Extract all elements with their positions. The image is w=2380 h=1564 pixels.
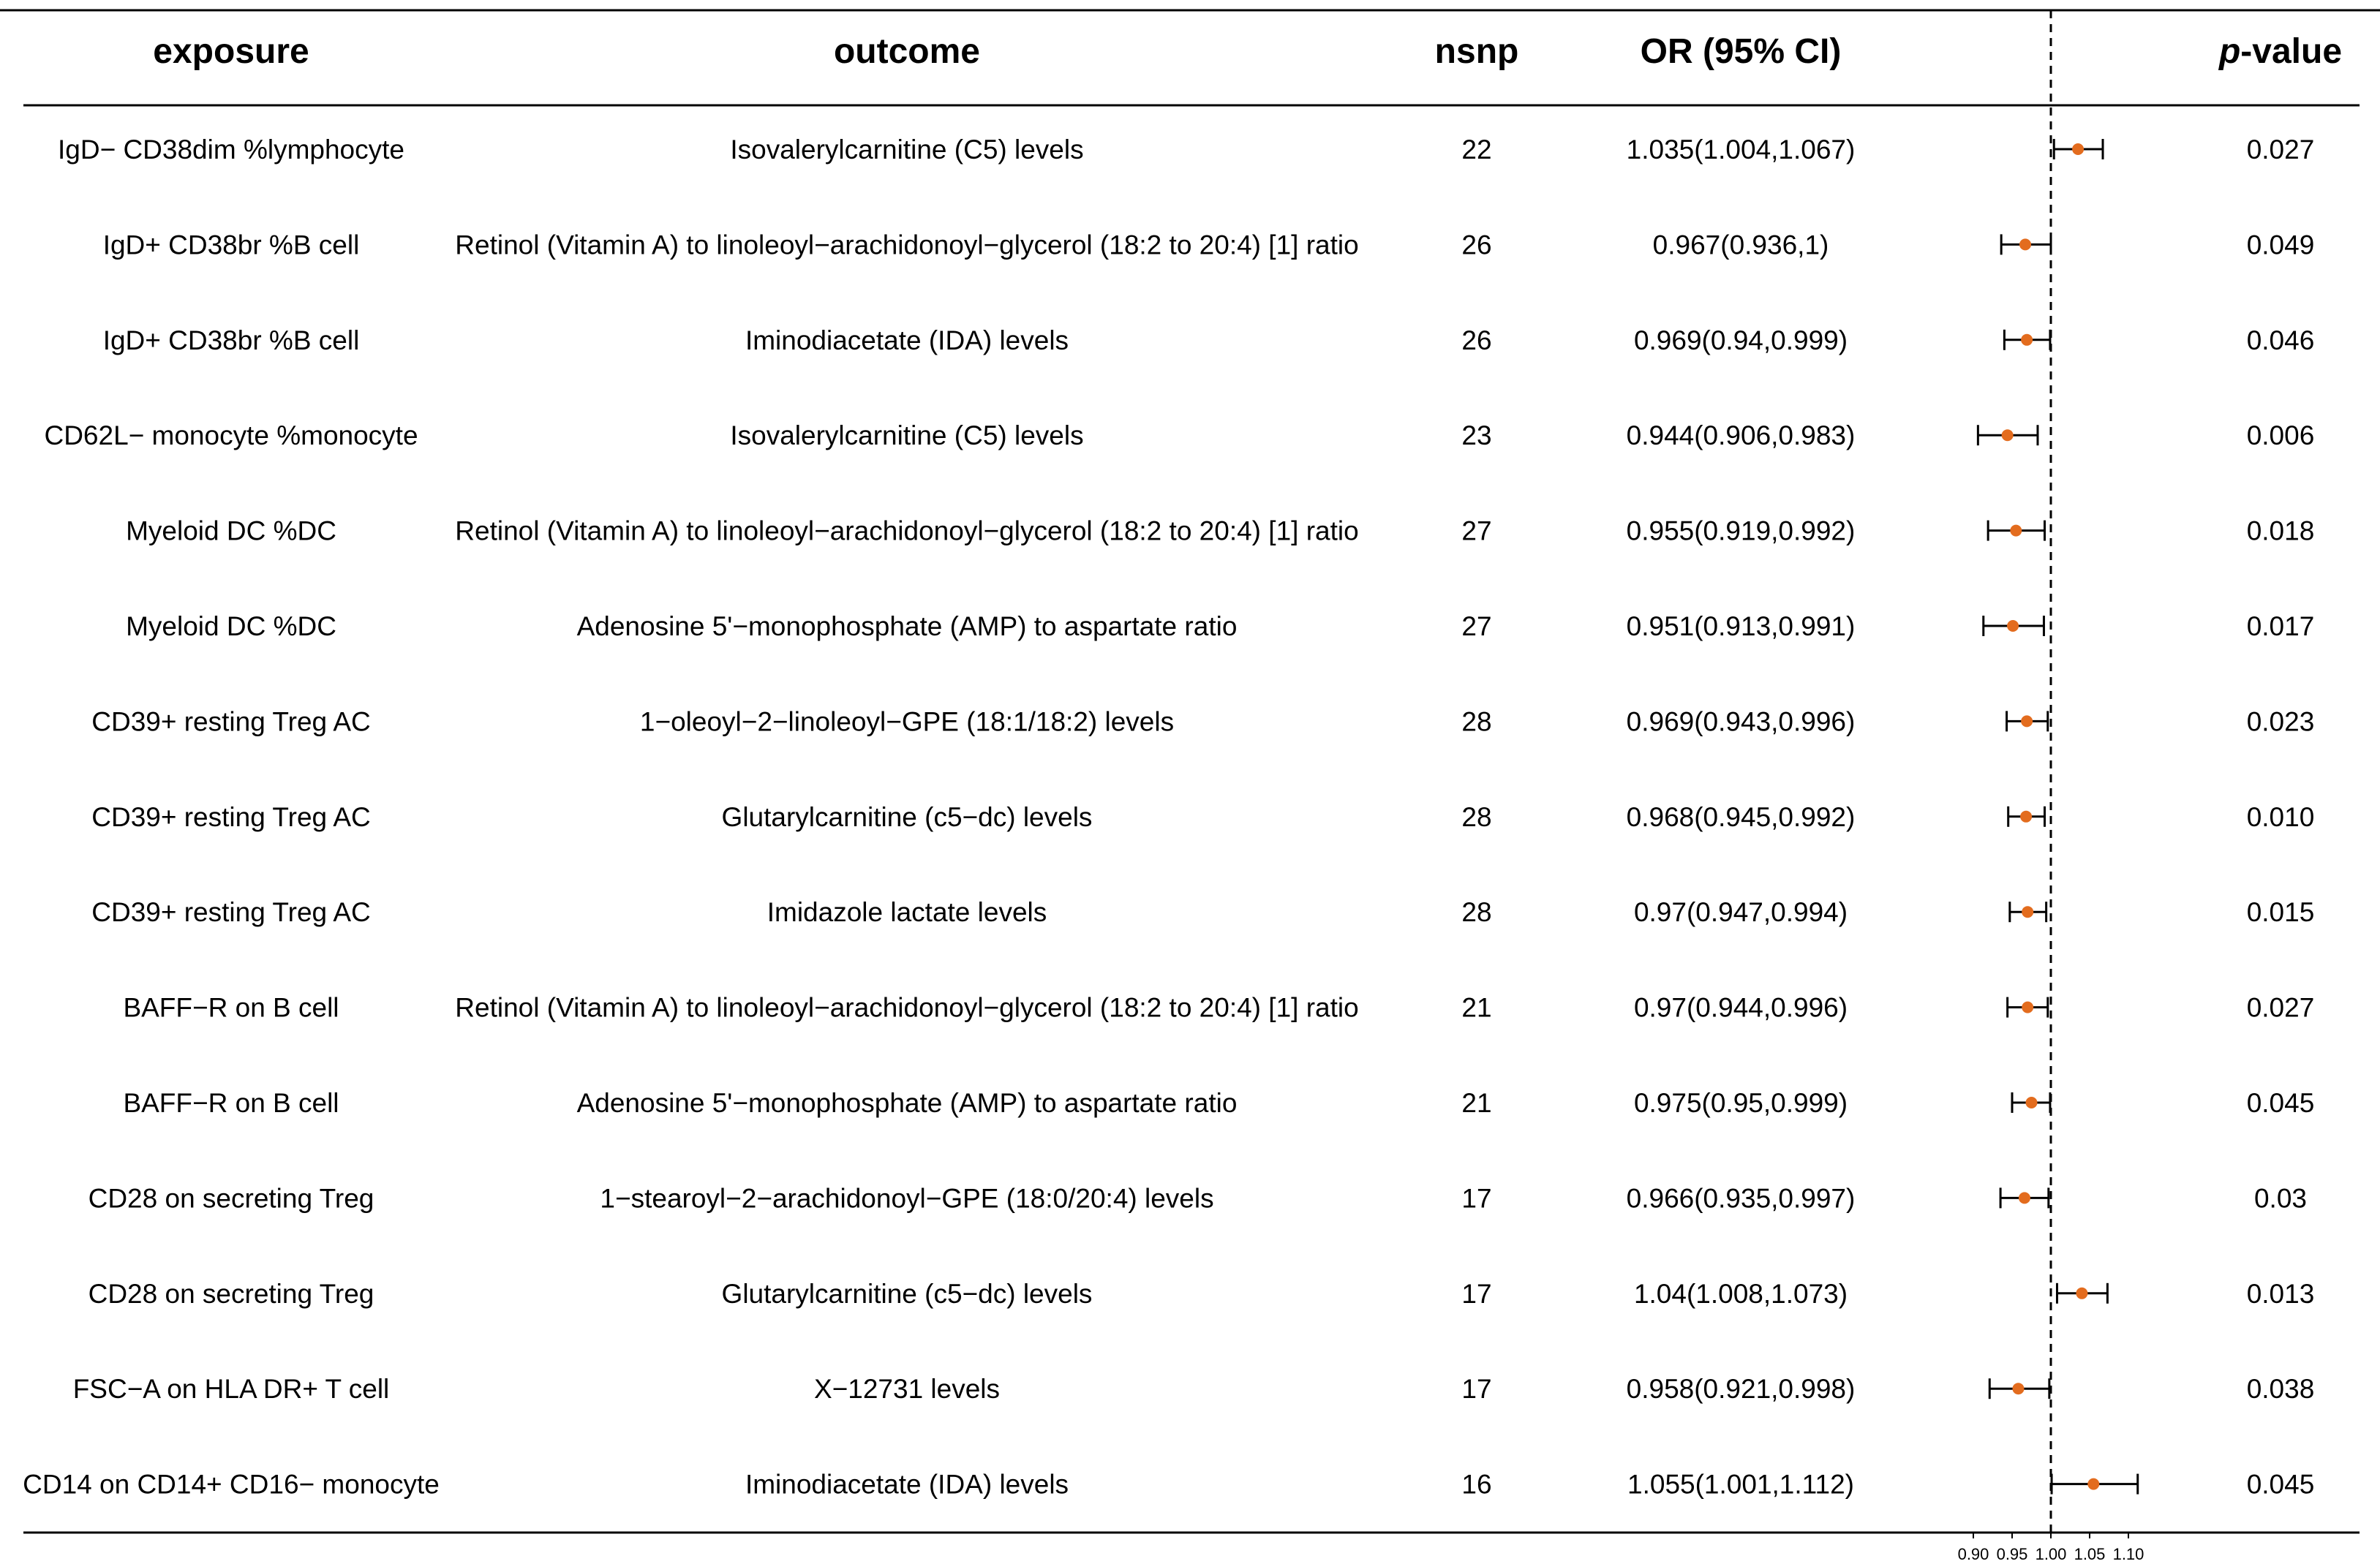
row-nsnp: 17 xyxy=(1461,1278,1492,1309)
header-outcome: outcome xyxy=(833,32,981,71)
row-exposure: CD28 on secreting Treg xyxy=(88,1183,374,1214)
or-point xyxy=(2012,1383,2024,1394)
row-or-ci: 1.04(1.008,1.073) xyxy=(1633,1278,1848,1309)
or-point xyxy=(2019,238,2031,250)
row-or-ci: 0.97(0.947,0.994) xyxy=(1633,897,1848,928)
or-point xyxy=(2022,906,2033,918)
row-p-value: 0.018 xyxy=(2246,515,2315,546)
row-exposure: IgD− CD38dim %lymphocyte xyxy=(58,135,404,165)
row-exposure: CD14 on CD14+ CD16− monocyte xyxy=(23,1469,440,1500)
header-exposure: exposure xyxy=(153,32,309,71)
row-or-ci: 0.975(0.95,0.999) xyxy=(1633,1088,1848,1118)
row-p-value: 0.013 xyxy=(2246,1278,2315,1309)
row-nsnp: 27 xyxy=(1461,515,1492,546)
x-axis xyxy=(1958,1533,2144,1563)
row-nsnp: 17 xyxy=(1461,1183,1492,1214)
row-p-value: 0.045 xyxy=(2246,1469,2315,1500)
row-outcome: Adenosine 5'−monophosphate (AMP) to aspartate ratio xyxy=(576,611,1238,641)
row-nsnp: 21 xyxy=(1461,1088,1492,1118)
row-p-value: 0.017 xyxy=(2246,611,2315,641)
or-point xyxy=(2020,811,2032,823)
x-tick-label: 0.95 xyxy=(1996,1545,2028,1563)
row-outcome: Retinol (Vitamin A) to linoleoyl−arachidonoyl−glycerol (18:2 to 20:4) [1] ratio xyxy=(455,515,1359,546)
row-outcome: Adenosine 5'−monophosphate (AMP) to aspartate ratio xyxy=(576,1088,1238,1118)
row-exposure: CD62L− monocyte %monocyte xyxy=(44,420,418,451)
row-nsnp: 17 xyxy=(1461,1374,1492,1405)
row-exposure: IgD+ CD38br %B cell xyxy=(102,230,360,260)
row-or-ci: 1.055(1.001,1.112) xyxy=(1627,1469,1854,1500)
row-or-ci: 0.958(0.921,0.998) xyxy=(1626,1374,1856,1405)
row-exposure: CD39+ resting Treg AC xyxy=(91,801,371,832)
row-nsnp: 28 xyxy=(1461,897,1492,928)
row-outcome: Isovalerylcarnitine (C5) levels xyxy=(730,135,1084,165)
row-nsnp: 16 xyxy=(1461,1469,1492,1500)
or-point xyxy=(2019,1192,2030,1204)
row-exposure: CD28 on secreting Treg xyxy=(88,1278,374,1309)
row-nsnp: 23 xyxy=(1461,420,1492,451)
or-point xyxy=(2072,143,2084,155)
x-tick-label: 1.10 xyxy=(2112,1545,2144,1563)
table-rows xyxy=(23,135,2314,1500)
header-p-value: p-value xyxy=(2218,32,2343,71)
row-outcome: Retinol (Vitamin A) to linoleoyl−arachidonoyl−glycerol (18:2 to 20:4) [1] ratio xyxy=(455,992,1359,1023)
row-p-value: 0.038 xyxy=(2246,1374,2315,1405)
row-outcome: Imidazole lactate levels xyxy=(767,897,1047,928)
or-point xyxy=(2010,525,2022,537)
forest-marks xyxy=(1978,10,2137,1533)
row-exposure: Myeloid DC %DC xyxy=(126,515,336,546)
row-or-ci: 0.951(0.913,0.991) xyxy=(1626,611,1856,641)
row-or-ci: 0.966(0.935,0.997) xyxy=(1626,1183,1856,1214)
or-point xyxy=(2087,1478,2099,1490)
row-nsnp: 26 xyxy=(1461,230,1492,260)
row-exposure: Myeloid DC %DC xyxy=(126,611,336,641)
row-p-value: 0.010 xyxy=(2246,801,2315,832)
or-point xyxy=(2076,1288,2087,1299)
x-tick-label: 1.05 xyxy=(2074,1545,2106,1563)
row-nsnp: 22 xyxy=(1461,135,1492,165)
row-exposure: IgD+ CD38br %B cell xyxy=(102,325,360,355)
row-or-ci: 0.968(0.945,0.992) xyxy=(1626,801,1856,832)
row-nsnp: 26 xyxy=(1461,325,1492,355)
row-or-ci: 0.969(0.94,0.999) xyxy=(1633,325,1848,355)
x-tick-label: 0.90 xyxy=(1957,1545,1989,1563)
row-outcome: Glutarylcarnitine (c5−dc) levels xyxy=(721,801,1093,832)
row-nsnp: 28 xyxy=(1461,801,1492,832)
header-or-ci: OR (95% CI) xyxy=(1640,32,1842,71)
row-p-value: 0.015 xyxy=(2246,897,2315,928)
row-outcome: X−12731 levels xyxy=(813,1374,1001,1405)
row-p-value: 0.03 xyxy=(2253,1183,2308,1214)
row-p-value: 0.049 xyxy=(2246,230,2315,260)
header-nsnp: nsnp xyxy=(1434,32,1519,71)
row-outcome: Retinol (Vitamin A) to linoleoyl−arachidonoyl−glycerol (18:2 to 20:4) [1] ratio xyxy=(455,230,1359,260)
row-exposure: BAFF−R on B cell xyxy=(123,992,339,1023)
row-outcome: Iminodiacetate (IDA) levels xyxy=(745,1469,1069,1500)
row-exposure: FSC−A on HLA DR+ T cell xyxy=(72,1374,390,1405)
or-point xyxy=(2021,715,2033,727)
row-p-value: 0.046 xyxy=(2246,325,2315,355)
row-p-value: 0.006 xyxy=(2246,420,2315,451)
or-point xyxy=(2007,620,2019,632)
row-outcome: Glutarylcarnitine (c5−dc) levels xyxy=(721,1278,1093,1309)
row-or-ci: 0.944(0.906,0.983) xyxy=(1626,420,1856,451)
row-p-value: 0.027 xyxy=(2246,135,2315,165)
row-exposure: BAFF−R on B cell xyxy=(123,1088,339,1118)
row-outcome: Iminodiacetate (IDA) levels xyxy=(745,325,1069,355)
row-p-value: 0.045 xyxy=(2246,1088,2315,1118)
row-p-value: 0.027 xyxy=(2246,992,2315,1023)
row-or-ci: 0.955(0.919,0.992) xyxy=(1626,515,1856,546)
row-or-ci: 0.97(0.944,0.996) xyxy=(1633,992,1848,1023)
row-or-ci: 1.035(1.004,1.067) xyxy=(1626,135,1856,165)
or-point xyxy=(2026,1097,2038,1108)
x-tick-label: 1.00 xyxy=(2035,1545,2067,1563)
row-or-ci: 0.969(0.943,0.996) xyxy=(1626,706,1856,737)
row-exposure: CD39+ resting Treg AC xyxy=(91,706,371,737)
or-point xyxy=(2021,334,2033,346)
row-or-ci: 0.967(0.936,1) xyxy=(1652,230,1829,260)
row-nsnp: 27 xyxy=(1461,611,1492,641)
row-exposure: CD39+ resting Treg AC xyxy=(91,897,371,928)
row-nsnp: 28 xyxy=(1461,706,1492,737)
or-point xyxy=(2002,429,2014,441)
row-nsnp: 21 xyxy=(1461,992,1492,1023)
row-p-value: 0.023 xyxy=(2246,706,2315,737)
row-outcome: 1−oleoyl−2−linoleoyl−GPE (18:1/18:2) levels xyxy=(639,706,1175,737)
row-outcome: 1−stearoyl−2−arachidonoyl−GPE (18:0/20:4) levels xyxy=(600,1183,1214,1214)
row-outcome: Isovalerylcarnitine (C5) levels xyxy=(730,420,1084,451)
or-point xyxy=(2022,1002,2033,1013)
